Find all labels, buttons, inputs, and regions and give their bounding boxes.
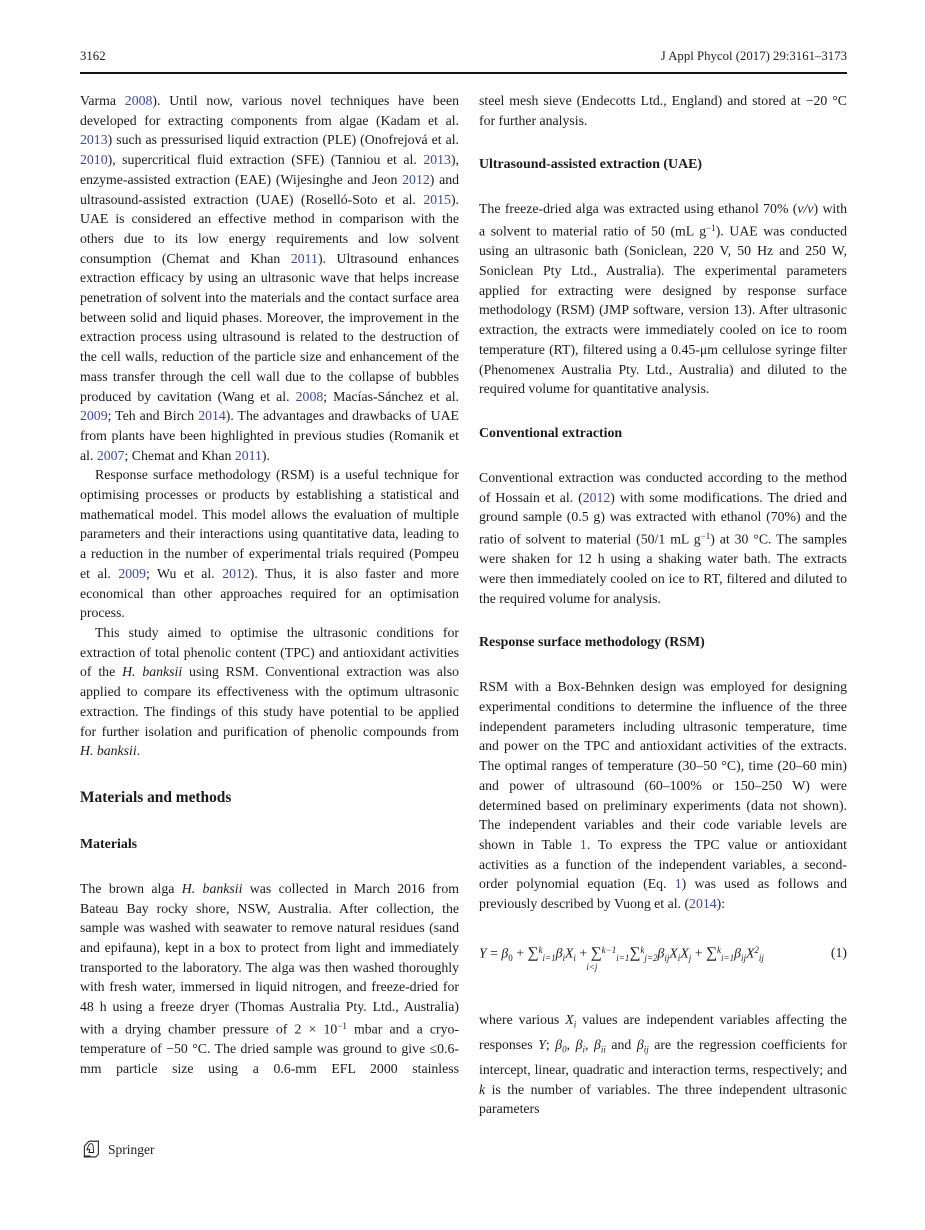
paragraph-conventional-method: Conventional extraction was conducted according to the method of Hossain et al. (2012) with some modifications. The dried and ground sample (0.5 g) was extracted with ethanol (70%) and the ratio of solvent to material (50/1 mL $g^{-1}$) at 30 °C. The samples were shaken for 12 h using a shaking water bath. The extracts were then immediately cooled on ice to RT, filtered and diluted to the required volume for analysis.	[479, 469, 847, 606]
equation-number: (1)	[830, 945, 847, 961]
paragraph-uae-method: The freeze-dried alga was extracted using ethanol 70% (v/v) with a solvent to material ratio of 50 (mL $g^{-1}$). UAE was conducted using an ultrasonic bath (Soniclean, 220 V, 50 Hz and 250 W, Soniclean Pty Ltd., Australia). The experimental parameters applied for extracting were designed by response surface methodology (RSM) (JMP software, version 13). After ultrasonic extraction, the extracts were immediately cooled on ice to room temperature (RT), filtered using a 0.45-μm cellulose syringe filter (Phenomenex Australia Pty. Ltd., Australia) and diluted to the required volume for quantitative analysis.	[479, 201, 848, 397]
paragraph-study-aim: This study aimed to optimise the ultrasonic conditions for extraction of total phenolic content (TPC) and antioxidant activities of the H. banksii using RSM. Conventional extraction was also applied to compare its effectiveness with the optimum ultrasonic extraction. The findings of this study have potential to be applied for further isolation and purification of phenolic compounds from H. banksii.	[80, 624, 459, 759]
subsection-heading-conventional-extraction: Conventional extraction	[479, 425, 623, 441]
paragraph-variable-definitions: where various $X_i$ values are independent variables affecting the responses Y; $\beta_0$, $\beta_i$, $\beta_{ii}$ and $\beta_{ij}$ are the regression coefficients for intercept, linear, quadratic and interaction terms, respectively; and k is the number of variables. The three independent ultrasonic parameters	[479, 1011, 847, 1117]
citation-link[interactable]: 2009	[118, 565, 146, 581]
journal-citation: J Appl Phycol (2017) 29:3161–3173	[660, 49, 847, 63]
paragraph-sieve-storage: steel mesh sieve (Endecotts Ltd., England) and stored at −20 °C for further analysis.	[479, 93, 847, 128]
citation-link[interactable]: 2014	[689, 896, 717, 912]
equation-formula: $Y = \beta_0 + \sum^k_{i=1}\beta_iX_i + \sum^{k-1}_{i=1}i<j\sum^k_{j=2}\beta_{ij}X_iX_j + \sum^k_{i=1}\beta_{ij}X^2_{ij}$	[479, 944, 764, 973]
citation-link[interactable]: 2012	[402, 171, 430, 187]
citation-link[interactable]: 2009	[80, 408, 108, 424]
page-header	[0, 0, 925, 64]
paragraph-rsm-design: RSM with a Box-Behnken design was employed for designing experimental conditions to determine the influence of the three independent parameters including ultrasonic temperature, time and power on the TPC and antioxidant activities of the extracts. The optimal ranges of temperature (30–50 °C), time (20–60 min) and power of ultrasound (60–100% or 150–250 W) were determined based on preliminary experiments (data not shown). The independent variables and their code variable levels are shown in Table 1. To express the TPC value or antioxidant activities as a function of the independent variables, a second-order polynomial equation (Eq. 1) was used as follows and previously described by Vuong et al. (2014):	[479, 679, 847, 912]
citation-link[interactable]: 2012	[582, 489, 611, 505]
citation-link[interactable]: 2008	[295, 388, 324, 404]
citation-link[interactable]: 1	[674, 876, 682, 892]
subsection-heading-uae: Ultrasound-assisted extraction (UAE)	[479, 157, 703, 173]
two-column-body	[0, 74, 925, 1119]
citation-link[interactable]: 2007	[96, 447, 125, 463]
citation-link[interactable]: 1	[579, 836, 587, 852]
citation-link[interactable]: 2015	[423, 191, 451, 207]
citation-link[interactable]: 2013	[423, 152, 451, 168]
citation-link[interactable]: 2012	[222, 565, 250, 581]
citation-link[interactable]: 2014	[198, 408, 226, 424]
citation-link[interactable]: 2011	[234, 447, 262, 463]
paragraph-intro-techniques: Varma 2008). Until now, various novel techniques have been developed for extracting components from algae (Kadam et al. 2013) such as pressurised liquid extraction (PLE) (Onofrejová et al. 2010), supercritical fluid extraction (SFE) (Tanniou et al. 2013), enzyme-assisted extraction (EAE) (Wijesinghe and Jeon 2012) and ultrasound-assisted extraction (UAE) (Roselló-Soto et al. 2015). UAE is considered an effective method in comparison with the others due to its low energy requirements and low solvent consumption (Chemat and Khan 2011). Ultrasound enhances extraction efficacy by using an ultrasonic wave that helps increase penetration of solvent into the materials and the contact surface area between solid and liquid phases. Moreover, the improvement in the extraction process using ultrasound is related to the destruction of the cell walls, reduction of the particle size and enhancement of the mass transfer through the cell wall due to the collapse of bubbles produced by cavitation (Wang et al. 2008; Macías-Sánchez et al. 2009; Teh and Birch 2014). The advantages and drawbacks of UAE from plants have been highlighted in previous studies (Romanik et al. 2007; Chemat and Khan 2011).	[80, 93, 459, 463]
citation-link[interactable]: 2008	[124, 93, 153, 108]
page-number: 3162	[80, 49, 106, 63]
equation-1	[479, 941, 847, 973]
left-column	[80, 91, 459, 1119]
paragraph-sample-collection: The brown alga H. banksii was collected in March 2016 from Bateau Bay rocky shore, NSW, Australia. After collection, the sample was washed with seawater to remove natural residues (sand and epifauna), kept in a box to protect from light and immediately transported to the laboratory. The alga was then washed thoroughly with fresh water, immersed in liquid nitrogen, and freeze-dried for 48 h using a freeze dryer (Thomas Australia Pty. Ltd., Australia) with a drying chamber pressure of $2 \times 10^{-1}$ mbar and a cryo-temperature of −50 °C. The dried sample was ground to give ≤0.6-mm particle size using a 0.6-mm EFL 2000 stainless	[80, 880, 460, 1076]
paragraph-rsm-intro: Response surface methodology (RSM) is a useful technique for optimising processes or products by establishing a statistical and mathematical model. This model allows the evaluation of multiple parameters and their interactions using quantitative data, leading to a reduction in the number of experimental trials required (Pompeu et al. 2009; Wu et al. 2012). Thus, it is also faster and more economical than other approaches required for an optimisation process.	[80, 467, 459, 621]
subsection-heading-rsm: Response surface methodology (RSM)	[479, 635, 705, 651]
page-footer	[80, 1139, 155, 1160]
citation-link[interactable]: 2013	[80, 132, 108, 148]
right-column	[479, 91, 847, 1119]
citation-link[interactable]: 2011	[290, 250, 318, 266]
subsection-heading-materials: Materials	[80, 836, 138, 852]
publisher-name: Springer	[108, 1141, 155, 1157]
springer-logo-icon	[80, 1139, 101, 1160]
section-heading-materials-and-methods: Materials and methods	[80, 788, 232, 806]
citation-link[interactable]: 2010	[80, 152, 108, 168]
